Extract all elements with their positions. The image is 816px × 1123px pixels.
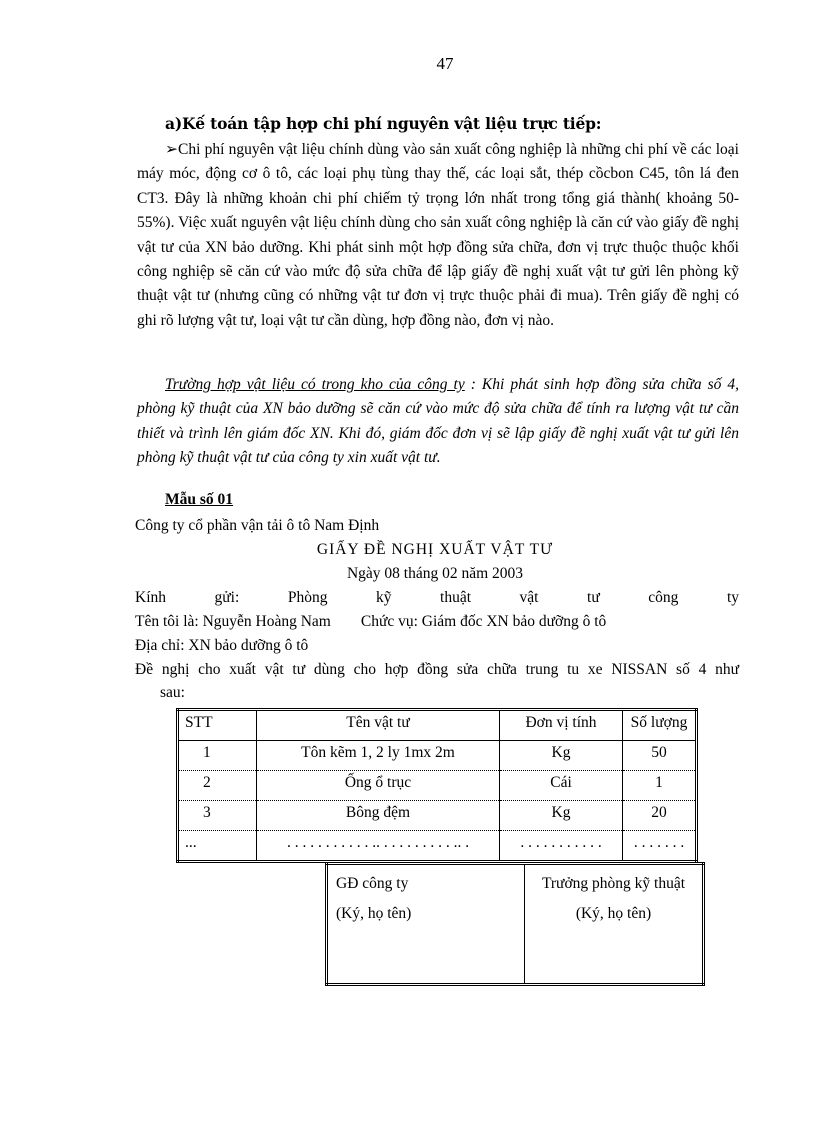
recipient-word: kỹ [375,589,392,606]
requester-position: Chức vụ: Giám đốc XN bảo dưỡng ô tô [360,613,607,630]
recipient-word: thuật [440,589,472,606]
table-row [178,801,697,831]
cell-stt: 3 [178,801,257,831]
recipient-word: vật [519,589,539,606]
signature-table [325,862,705,986]
cell-unit: Kg [500,741,623,771]
paragraph-main-materials: ➢Chi phí nguyên vật liệu chính dùng vào sản xuất công nghiệp là những chi phí về các loại máy móc, động cơ ô tô, các loại phụ tùng thay thế, các loại sắt, thép cồcbon C45, tôn lá đen CT3. Đây là những khoản chi phí chiếm tỷ trọng lớn nhất trong tổng giá thành( khoảng 50- 55%). Việc xuất nguyên vật liệu chính dùng cho sản xuất công nghiệp là căn cứ vào giấy đề nghị vật tư của XN bảo dưỡng. Khi phát sinh một hợp đồng sửa chữa, đơn vị trực thuộc thuộc khối công nghiệp sẽ căn cứ vào mức độ sửa chữa để lập giấy đề nghị xuất vật tư gửi lên phòng kỹ thuật vật tư (nhưng cũng có những vật tư đơn vị trực thuộc phải đi mua). Trên giấy đề nghị có ghi rõ lượng vật tư, loại vật tư cần dùng, hợp đồng nào, đơn vị nào. [137,141,739,329]
company-name: Công ty cổ phần vận tải ô tô Nam Định [135,517,380,534]
recipient-word: tư [587,589,600,606]
case-body: : Khi phát sinh hợp đồng sửa chữa số 4, phòng kỹ thuật của XN bảo dưỡng sẽ căn cứ vào mức độ sửa chữa để tính ra lượng vật tư cần thiết và trình lên giám đốc XN. Khi đó, giám đốc đơn vị sẽ lập giấy đề nghị xuất vật tư gửi lên phòng kỹ thuật vật tư của công ty xin xuất vật tư. [137,376,739,467]
cell-material: . . . . . . . . . . . .. . . . . . . . . . .. . [257,831,500,862]
case-title: Trường hợp vật liệu có trong kho của công ty [165,376,465,393]
header-material: Tên vật tư [257,710,500,741]
signature-tech-head [525,864,704,985]
recipient-word: công [648,589,679,606]
recipient-word: gửi: [214,589,240,606]
recipient-word: Kính [135,589,166,606]
table-row [178,831,697,862]
cell-material: Ống ổ trục [257,771,500,801]
table-row [178,741,697,771]
recipient-line [135,589,739,607]
form-date: Ngày 08 tháng 02 năm 2003 [346,565,524,582]
recipient-word: Phòng [287,589,328,606]
cell-material: Tôn kẽm 1, 2 ly 1mx 2m [257,741,500,771]
cell-unit: . . . . . . . . . . . [500,831,623,862]
request-line-2: sau: [160,684,185,701]
tech-head-title: Trưởng phòng kỹ thuật [541,875,686,892]
recipient-word: ty [726,589,739,606]
request-line-1: Đề nghị cho xuất vật tư dùng cho hợp đồng sửa chữa trung tu xe NISSAN số 4 như [135,661,739,678]
cell-unit: Cái [500,771,623,801]
form-label: Mẫu số 01 [165,491,234,508]
cell-quantity: 20 [623,801,697,831]
director-sign-note: (Ký, họ tên) [336,905,412,922]
section-heading: a)Kế toán tập hợp chi phí nguyên vật liệu trực tiếp: [165,114,602,133]
requester-address: Địa chỉ: XN bảo dưỡng ô tô [135,637,309,654]
cell-quantity: . . . . . . . [623,831,697,862]
header-quantity: Số lượng [623,710,697,741]
page-number: 47 [436,54,454,73]
table-header-row [178,710,697,741]
requester-name: Tên tôi là: Nguyễn Hoàng Nam [135,613,331,630]
director-title: GĐ công ty [336,875,409,892]
cell-quantity: 1 [623,771,697,801]
signature-director [327,864,525,985]
form-title: GIẤY ĐỀ NGHỊ XUẤT VẬT TƯ [316,541,554,558]
header-stt: STT [178,710,257,741]
requester-line [135,613,606,631]
cell-unit: Kg [500,801,623,831]
cell-quantity: 50 [623,741,697,771]
tech-head-sign-note: (Ký, họ tên) [575,905,652,922]
cell-stt: 2 [178,771,257,801]
table-row [178,771,697,801]
header-unit: Đơn vị tính [500,710,623,741]
cell-material: Bông đệm [257,801,500,831]
cell-stt: 1 [178,741,257,771]
materials-table [176,708,698,863]
cell-stt: ... [185,834,197,851]
paragraph-case-in-stock [137,373,739,471]
